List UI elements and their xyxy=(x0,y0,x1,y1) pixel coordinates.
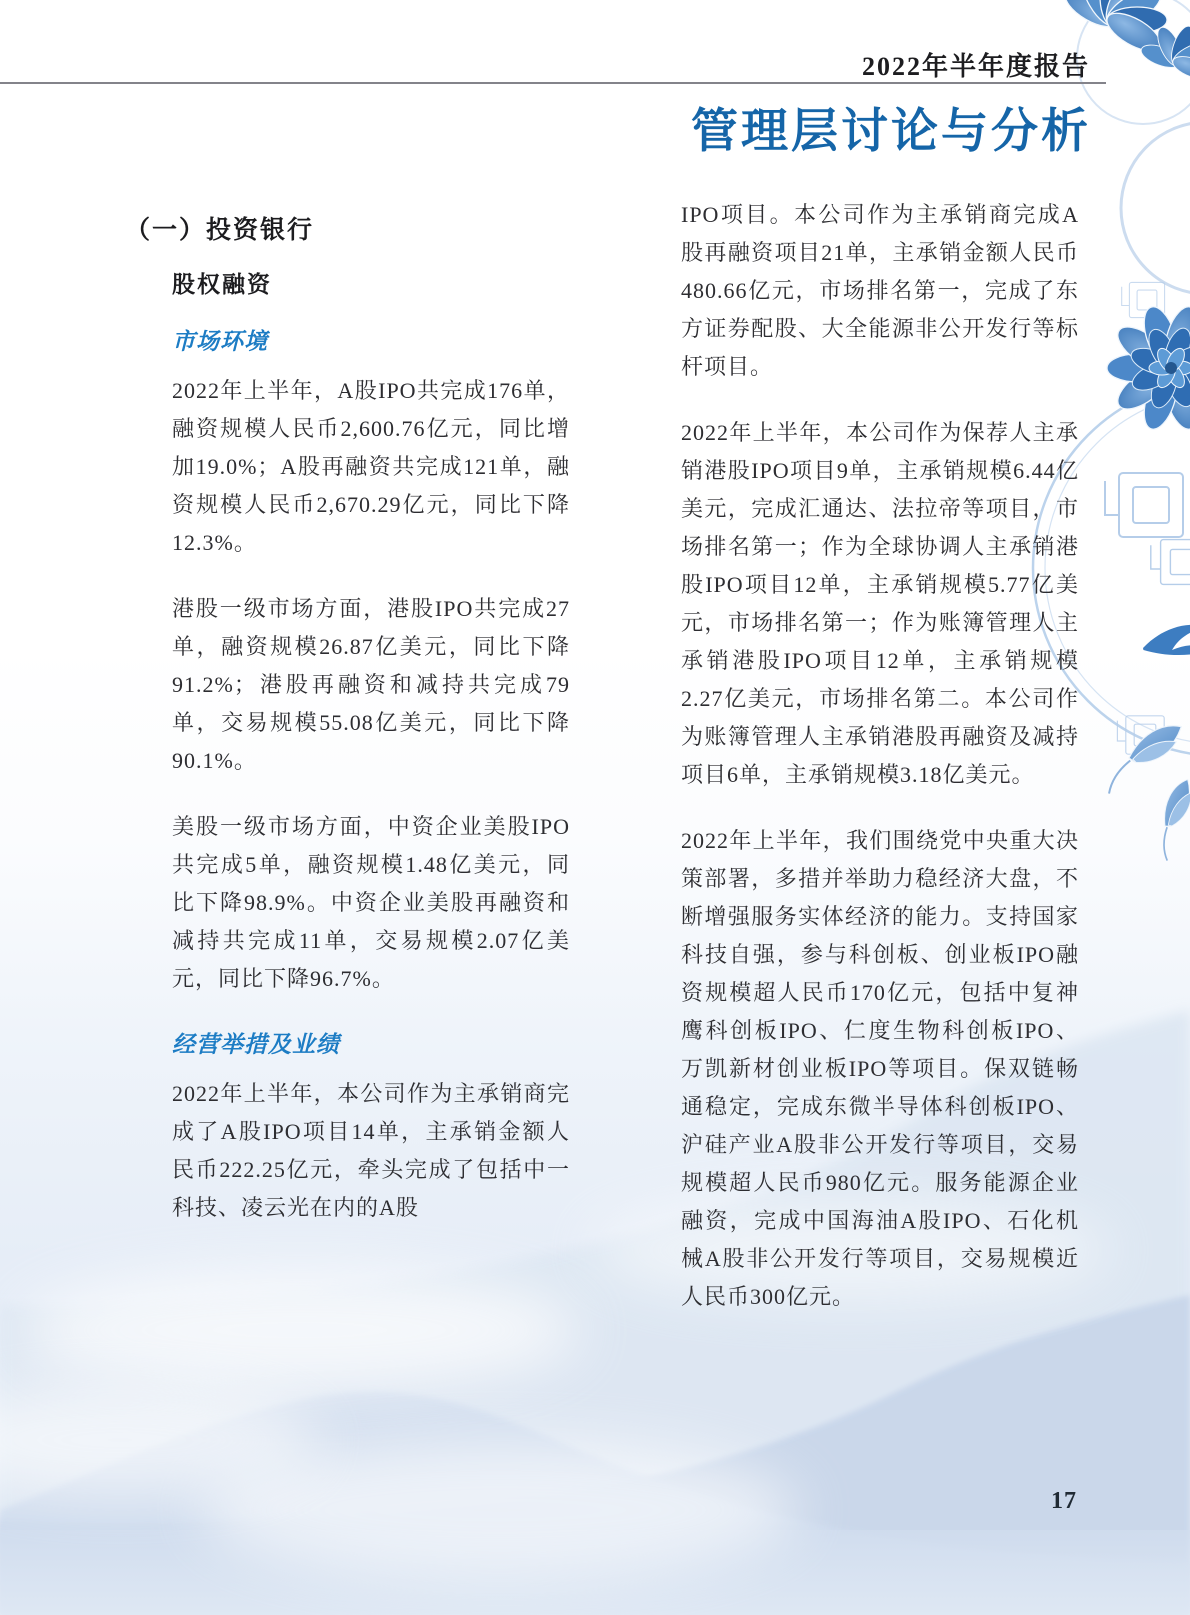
report-title: 2022年半年度报告 xyxy=(861,52,1090,81)
left-column-body xyxy=(172,266,570,1227)
paragraph-hk-underwriting: 2022年上半年，本公司作为保荐人主承销港股IPO项目9单，主承销规模6.44亿美元，完成汇通达、法拉帝等项目，市场排名第一；作为全球协调人主承销港股IPO项目12单，主承销规模5.77亿美元，市场排名第一；作为账簿管理人主承销港股IPO项目12单，主承销规模2.27亿美元，市场排名第二。本公司作为账簿管理人主承销港股再融资及减持项目6单，主承销规模3.18亿美元。 xyxy=(681,420,1079,787)
paragraph-a-share-refinancing: IPO项目。本公司作为主承销商完成A股再融资项目21单，主承销金额人民币480.66亿元，市场排名第一，完成了东方证券配股、大全能源非公开发行等标杆项目。 xyxy=(681,202,1079,379)
paragraph-a-share-ipo-results: 2022年上半年，本公司作为主承销商完成了A股IPO项目14单，主承销金额人民币222.25亿元，牵头完成了包括中一科技、凌云光在内的A股 xyxy=(172,1081,570,1220)
paragraph-policy-and-projects: 2022年上半年，我们围绕党中央重大决策部署，多措并举助力稳经济大盘，不断增强服务实体经济的能力。支持国家科技自强，参与科创板、创业板IPO融资规模超人民币170亿元，包括中复神鹰科创板IPO、仁度生物科创板IPO、万凯新材创业板IPO等项目。保双链畅通稳定，完成东微半导体科创板IPO、沪硅产业A股非公开发行等项目，交易规模超人民币980亿元。服务能源企业融资，完成中国海油A股IPO、石化机械A股非公开发行等项目，交易规模近人民币300亿元。 xyxy=(681,828,1079,1309)
topic-heading-operations-results: 经营举措及业绩 xyxy=(172,1032,340,1057)
topic-heading-market-environment: 市场环境 xyxy=(172,329,268,354)
subsection-heading-equity-financing: 股权融资 xyxy=(172,272,272,297)
swallow-icon xyxy=(1140,621,1190,665)
paragraph-hk-market: 港股一级市场方面，港股IPO共完成27单，融资规模26.87亿美元，同比下降91.2%；港股再融资和减持共完成79单，交易规模55.08亿美元，同比下降90.1%。 xyxy=(172,596,570,773)
page-title: 管理层讨论与分析 xyxy=(691,106,1091,158)
peony-blossom-icon xyxy=(1107,303,1190,433)
paragraph-a-share-market: 2022年上半年，A股IPO共完成176单，融资规模人民币2,600.76亿元，同比增加19.0%；A股再融资共完成121单，融资规模人民币2,670.29亿元，同比下降12.3%。 xyxy=(172,378,570,555)
left-column xyxy=(125,210,570,1255)
right-column xyxy=(681,196,1079,1344)
paragraph-us-market: 美股一级市场方面，中资企业美股IPO共完成5单，融资规模1.48亿美元，同比下降98.9%。中资企业美股再融资和减持共完成11单，交易规模2.07亿美元，同比下降96.7%。 xyxy=(172,814,570,991)
section-heading-investment-banking: （一）投资银行 xyxy=(125,217,315,244)
header-divider xyxy=(0,82,1106,84)
page-number: 17 xyxy=(1051,1488,1077,1514)
